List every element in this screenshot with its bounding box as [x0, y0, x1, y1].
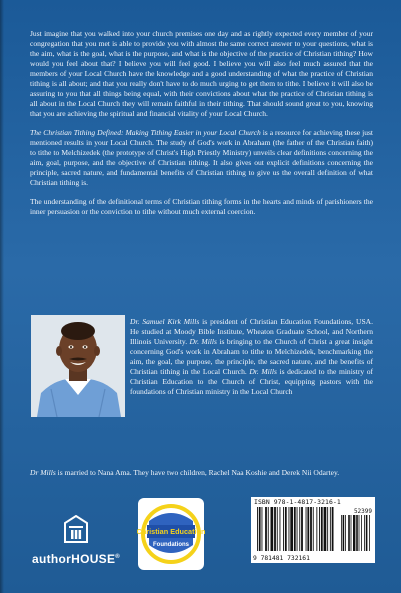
barcode-bar	[285, 507, 287, 551]
barcode-addon-bar	[369, 515, 370, 551]
barcode-bar	[310, 507, 312, 551]
blurb-paragraph-2	[30, 128, 373, 188]
author-family: Dr Mills is married to Nana Ama. They have two children, Rachel Naa Koshie and Derek Nii Odartey.	[30, 468, 340, 477]
barcode-bar	[274, 507, 276, 551]
barcode-addon-bar	[343, 515, 345, 551]
isbn-barcode	[251, 497, 375, 563]
foundation-name-line1: Christian Education	[137, 527, 205, 536]
barcode-bar	[283, 507, 284, 551]
authorhouse-logo	[30, 515, 122, 570]
blurb-text	[30, 29, 373, 226]
barcode-bar	[257, 507, 258, 551]
barcode-addon-bar	[356, 515, 358, 551]
barcode-bar	[319, 507, 320, 551]
barcode-bar	[301, 507, 303, 551]
author-bio-text: Dr. Samuel Kirk Mills is president of Christian Education Foundations, USA. He studied at Moody Bible Institute, Wheaton Graduate School, and Northern Illinois University. Dr. Mills is bringing to the Church of Christ a great insight concerning God's work in Abraham to tithe to Melchizedek, benchmarking the aim, the goal, the purpose, the principle, the sacred nature, and the benefits of Christian tithing in the Local Church. Dr. Mills is dedicated to the ministry of Christian Education to the Church of Christ, equipping pastors with the foundations of Christian ministry in the Local Church	[130, 317, 374, 396]
barcode-bar	[307, 507, 309, 551]
blurb-paragraph-3: The understanding of the definitional terms of Christian tithing forms in the hearts and minds of parishioners the inner persuasion or the conviction to tithe without much external coercion.	[30, 197, 373, 216]
book-title-inline: The Christian Tithing Defined: Making Tithing Easier in your Local Church	[30, 128, 261, 137]
foundation-name-line2: Foundations	[153, 542, 189, 548]
barcode-addon-bar	[351, 515, 352, 551]
barcode-bar	[306, 507, 307, 551]
barcode-bar	[330, 507, 331, 551]
barcode-price-code: 52399	[353, 508, 372, 515]
barcode-bars	[255, 507, 371, 551]
barcode-addon-bar	[353, 515, 355, 551]
blurb-paragraph-1: Just imagine that you walked into your church premises one day and as rightly expected every member of your congregation that you met is able to provide you with almost the same correct answer to your questions, what is the aim, what is the goal, what is the purpose, and what is the objective of the practice of Christian tithing? How would you feel about that? I believe you will feel good. I believe you will also feel much assured that the members of your Local Church have the knowledge and a good understanding of what the practice of Christian tithing is all about; and that you really don't have to do much urging to get them to tithe. I believe it will also be assuring to you that all things being equal, with their convictions about what the practice of Christian tithing is all about in the Local Church they will remain faithful in their tithing. That should sound great to you, knowing that you are achieving the spiritual and financial vitality of your Local Church.	[30, 29, 373, 118]
foundation-emblem-icon	[137, 497, 205, 571]
publisher-name: authorHOUSE®	[31, 552, 121, 566]
barcode-addon-bar	[341, 515, 342, 551]
barcode-addon-bar	[366, 515, 368, 551]
barcode-bar	[321, 507, 323, 551]
barcode-addon-bar	[361, 515, 362, 551]
barcode-addon-bar	[359, 515, 360, 551]
barcode-bar	[289, 507, 290, 551]
barcode-bar	[262, 507, 263, 551]
barcode-bar	[324, 507, 327, 551]
barcode-addon-bar	[348, 515, 350, 551]
barcode-addon-bar	[364, 515, 365, 551]
barcode-bar	[332, 507, 334, 551]
barcode-bar	[313, 507, 314, 551]
blurb-paragraph-2-rest: is a resource for achieving these just mentioned results in your Local Church. The study of God's work in Abraham (the father of the Christian faith) to tithe to Melchizedek (the prototype of Christ's High Priestly Ministry) unveils clear definitions concerning the aim, goal, purpose, and the objective of Christian tithing. It also gives out explicit definitions concerning the principle, sacred nature, and fundamental benefits of Christian tithing to give us the overall definition of what Christian tithing is.	[30, 128, 374, 187]
barcode-bar	[265, 507, 267, 551]
barcode-bar	[259, 507, 261, 551]
barcode-bar	[268, 507, 269, 551]
barcode-bar	[316, 507, 317, 551]
christian-education-foundations-logo	[137, 497, 205, 571]
barcode-bar	[290, 507, 293, 551]
barcode-bar	[280, 507, 281, 551]
spine-shadow	[0, 0, 4, 593]
author-name-short: Dr Mills	[30, 468, 56, 477]
barcode-bar	[299, 507, 300, 551]
barcode-bar	[294, 507, 296, 551]
isbn-number: ISBN 978-1-4817-3216-1	[254, 498, 341, 506]
barcode-digits: 9 781481 732161	[253, 555, 310, 562]
author-name: Dr. Samuel Kirk Mills	[130, 317, 200, 326]
author-bio	[30, 317, 373, 420]
barcode-bar	[297, 507, 298, 551]
barcode-bar	[271, 507, 274, 551]
barcode-addon-bar	[345, 515, 346, 551]
house-icon	[64, 515, 88, 543]
barcode-bar	[277, 507, 278, 551]
barcode-bar	[327, 507, 328, 551]
